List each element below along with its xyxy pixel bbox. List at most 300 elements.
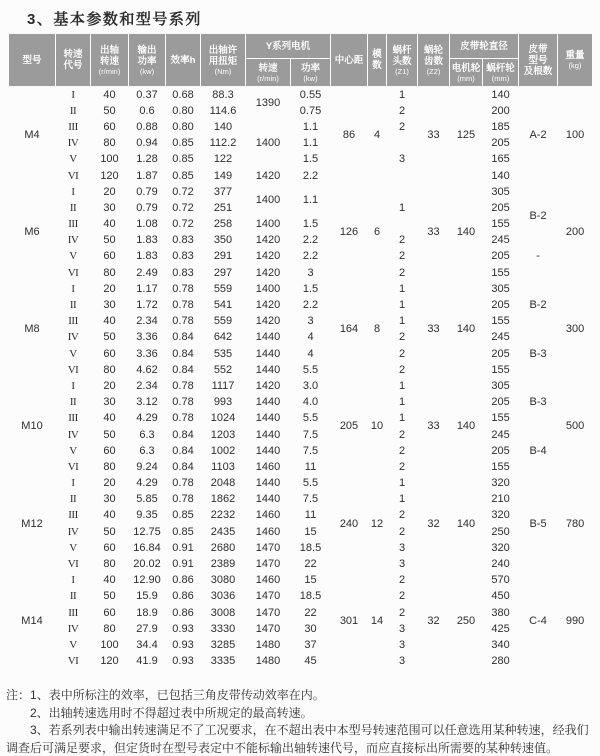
cell-worm-pulley: 245 <box>491 331 510 344</box>
note-item: 2、出轴转速选用时不得超过表中所规定的最高转速。 <box>30 705 313 720</box>
cell-efficiency: 0.78 <box>172 412 194 425</box>
cell-speed-code: I <box>71 379 75 392</box>
cell-motor-power: 7.5 <box>302 493 319 506</box>
cell-out-speed: 60 <box>103 250 116 263</box>
cell-speed-code: I <box>71 185 75 198</box>
cell-worm-starts: 1 <box>398 88 406 101</box>
cell-module: 4 <box>373 129 381 142</box>
cell-speed-code: III <box>68 509 78 522</box>
cell-worm-pulley: 320 <box>491 509 510 522</box>
cell-out-speed: 40 <box>103 218 116 231</box>
table-row <box>9 605 593 621</box>
cell-speed-code: IV <box>67 525 79 538</box>
cell-worm-pulley: 205 <box>491 347 510 360</box>
table-row <box>9 265 593 281</box>
cell-worm-pulley: 155 <box>491 218 510 231</box>
cell-out-speed: 40 <box>103 315 116 328</box>
cell-out-speed: 20 <box>103 379 116 392</box>
cell-efficiency: 0.86 <box>172 606 194 619</box>
cell-out-power: 41.9 <box>136 655 158 668</box>
cell-motor-speed: 1400 <box>255 218 281 231</box>
cell-torque: 2232 <box>210 509 236 522</box>
cell-motor-power: 4 <box>307 331 314 344</box>
cell-efficiency: 0.84 <box>172 347 194 360</box>
header-belt: 皮带 型号 及根数 <box>519 34 558 87</box>
cell-worm-starts: 2 <box>398 266 406 279</box>
cell-speed-code: II <box>69 396 77 409</box>
cell-out-power: 1.28 <box>136 153 158 166</box>
cell-module: 12 <box>370 517 384 530</box>
table-row <box>9 168 593 184</box>
cell-out-speed: 20 <box>103 185 116 198</box>
cell-motor-power: 2.2 <box>302 169 319 182</box>
cell-motor-speed: 1400 <box>255 193 281 206</box>
section-title: 3、基本参数和型号系列 <box>27 11 202 28</box>
cell-center-distance: 126 <box>339 226 359 239</box>
cell-efficiency: 0.85 <box>172 525 194 538</box>
cell-motor-power: 37 <box>304 638 317 651</box>
cell-motor-power: 1.5 <box>302 218 319 231</box>
cell-worm-pulley: 570 <box>491 574 510 587</box>
cell-speed-code: VI <box>67 655 79 668</box>
cell-center-distance: 205 <box>339 420 359 433</box>
cell-model: M12 <box>21 517 43 530</box>
cell-worm-starts: 2 <box>398 590 406 603</box>
cell-center-distance: 240 <box>339 517 359 530</box>
cell-torque: 1862 <box>210 493 236 506</box>
table-row <box>9 233 593 249</box>
cell-speed-code: III <box>68 218 78 231</box>
cell-worm-pulley: 205 <box>491 250 510 263</box>
cell-wheel-teeth: 32 <box>427 517 440 530</box>
cell-motor-power: 7.5 <box>302 428 319 441</box>
cell-worm-starts: 2 <box>398 104 406 117</box>
cell-efficiency: 0.85 <box>172 509 194 522</box>
cell-torque: 140 <box>213 120 233 133</box>
cell-efficiency: 0.86 <box>172 574 194 587</box>
cell-worm-pulley: 280 <box>491 655 510 668</box>
cell-worm-pulley: 340 <box>491 638 510 651</box>
note-text: 1、表中所标注的效率，已包括三角皮带传动效率在内。 <box>30 688 325 702</box>
cell-motor-speed: 1460 <box>255 525 281 538</box>
cell-out-speed: 50 <box>103 428 116 441</box>
cell-out-power: 1.72 <box>136 299 158 312</box>
cell-out-power: 5.85 <box>136 493 158 506</box>
cell-motor-power: 11 <box>304 460 317 473</box>
cell-worm-pulley: 165 <box>491 153 510 166</box>
cell-speed-code: II <box>69 299 77 312</box>
cell-model: M14 <box>21 614 43 627</box>
cell-efficiency: 0.80 <box>172 104 194 117</box>
cell-efficiency: 0.72 <box>172 201 194 214</box>
cell-speed-code: VI <box>67 558 79 571</box>
cell-torque: 297 <box>213 266 233 279</box>
cell-efficiency: 0.83 <box>172 266 194 279</box>
cell-motor-speed: 1420 <box>255 169 281 182</box>
cell-worm-starts: 1 <box>398 201 406 214</box>
cell-out-speed: 100 <box>100 153 119 166</box>
cell-out-power: 1.83 <box>136 250 158 263</box>
cell-out-power: 0.88 <box>136 120 158 133</box>
cell-worm-starts: 2 <box>398 525 406 538</box>
cell-center-distance: 86 <box>342 129 356 142</box>
cell-efficiency: 0.91 <box>172 558 194 571</box>
table-row <box>9 136 593 152</box>
cell-out-power: 12.75 <box>133 525 161 538</box>
cell-worm-pulley: 205 <box>491 396 510 409</box>
cell-motor-speed: 1470 <box>255 541 281 554</box>
cell-speed-code: III <box>68 315 78 328</box>
cell-out-power: 4.29 <box>136 477 158 490</box>
cell-efficiency: 0.78 <box>172 282 194 295</box>
cell-out-power: 1.08 <box>136 218 158 231</box>
cell-motor-speed: 1470 <box>255 590 281 603</box>
cell-torque: 2435 <box>210 525 236 538</box>
cell-out-power: 34.4 <box>136 638 158 651</box>
table-row <box>9 119 593 135</box>
cell-worm-pulley: 205 <box>491 137 510 150</box>
cell-speed-code: IV <box>67 428 79 441</box>
table-row <box>9 427 593 443</box>
cell-motor-pulley: 140 <box>456 323 476 336</box>
cell-worm-pulley: 140 <box>491 169 510 182</box>
cell-wheel-teeth: 33 <box>427 226 440 239</box>
cell-wheel-teeth: 33 <box>427 323 440 336</box>
note-prefix: 注： <box>6 688 31 702</box>
cell-model: M8 <box>24 323 40 336</box>
cell-belt-type: C-4 <box>529 614 547 627</box>
cell-motor-speed: 1420 <box>255 250 281 263</box>
cell-motor-speed: 1420 <box>255 266 281 279</box>
cell-worm-starts: 1 <box>398 282 406 295</box>
cell-motor-speed: 1460 <box>255 509 281 522</box>
cell-worm-pulley: 205 <box>491 201 510 214</box>
cell-motor-speed: 1460 <box>255 574 281 587</box>
cell-out-power: 1.87 <box>136 169 158 182</box>
cell-motor-speed: 1480 <box>255 655 281 668</box>
cell-torque: 1002 <box>210 444 236 457</box>
cell-speed-code: V <box>69 541 77 554</box>
cell-belt-type <box>519 265 558 281</box>
cell-torque: 377 <box>213 185 233 198</box>
cell-out-power: 0.37 <box>136 88 158 101</box>
cell-worm-pulley: 185 <box>491 120 510 133</box>
table-row <box>9 589 593 605</box>
cell-center-distance: 301 <box>339 614 359 627</box>
cell-torque: 2680 <box>210 541 236 554</box>
header-out-power: 输出 功率 (kw) <box>129 34 166 87</box>
cell-motor-pulley: 140 <box>456 420 476 433</box>
cell-speed-code: IV <box>67 137 79 150</box>
cell-worm-pulley: 155 <box>491 266 510 279</box>
cell-motor-pulley: 250 <box>456 614 476 627</box>
cell-out-power: 3.36 <box>136 331 158 344</box>
cell-out-speed: 30 <box>103 201 116 214</box>
cell-wheel-teeth: 33 <box>427 420 440 433</box>
cell-torque: 291 <box>213 250 233 263</box>
cell-speed-code: I <box>71 477 75 490</box>
table-row <box>9 476 593 492</box>
cell-speed-code: V <box>69 444 77 457</box>
cell-torque: 258 <box>213 218 233 231</box>
cell-out-power: 3.36 <box>136 347 158 360</box>
cell-worm-pulley: 200 <box>491 104 510 117</box>
cell-motor-speed: 1470 <box>255 622 281 635</box>
cell-worm-pulley: 245 <box>491 234 510 247</box>
cell-efficiency: 0.91 <box>172 541 194 554</box>
cell-efficiency: 0.78 <box>172 493 194 506</box>
cell-out-speed: 40 <box>103 88 116 101</box>
cell-worm-starts: 3 <box>398 153 406 166</box>
cell-speed-code: II <box>69 493 77 506</box>
cell-torque: 1203 <box>210 428 236 441</box>
table-row <box>9 297 593 313</box>
cell-motor-pulley: 125 <box>456 129 476 142</box>
cell-worm-pulley: 155 <box>491 363 510 376</box>
cell-worm-pulley: 155 <box>491 460 510 473</box>
cell-belt-type: B-5 <box>529 517 547 530</box>
cell-belt-type: B-2 <box>529 299 547 312</box>
header-center-distance: 中心距 <box>331 34 368 87</box>
cell-motor-speed: 1440 <box>255 477 281 490</box>
cell-weight: 100 <box>565 129 585 142</box>
cell-motor-power: 1.1 <box>302 193 319 206</box>
cell-out-power: 15.9 <box>136 590 158 603</box>
cell-out-power: 1.83 <box>136 234 158 247</box>
cell-worm-starts: 3 <box>398 638 406 651</box>
note-item <box>6 687 595 705</box>
cell-torque: 3080 <box>210 574 236 587</box>
cell-speed-code: IV <box>67 234 79 247</box>
cell-speed-code: III <box>68 120 78 133</box>
table-row <box>9 573 593 589</box>
cell-belt-type: B-3 <box>529 396 547 409</box>
cell-worm-pulley: 205 <box>491 444 510 457</box>
table-row <box>9 152 593 168</box>
cell-wheel-teeth: 33 <box>427 129 440 142</box>
cell-module: 6 <box>373 226 381 239</box>
table-row <box>9 314 593 330</box>
header-motor-pulley: 电机轮 (mm) <box>450 59 483 87</box>
cell-worm-starts: 2 <box>398 428 406 441</box>
cell-wheel-teeth: 32 <box>427 614 440 627</box>
header-weight: 重量 (kg) <box>558 34 593 87</box>
cell-worm-starts: 3 <box>398 558 406 571</box>
cell-efficiency: 0.93 <box>172 655 194 668</box>
cell-worm-pulley: 245 <box>491 428 510 441</box>
cell-torque: 559 <box>213 282 233 295</box>
cell-worm-starts: 2 <box>398 574 406 587</box>
cell-speed-code: V <box>69 250 77 263</box>
header-worm-starts: 蜗杆 头数 (Z1) <box>387 34 418 87</box>
cell-motor-power: 5.5 <box>302 477 319 490</box>
cell-efficiency: 0.84 <box>172 444 194 457</box>
cell-speed-code: IV <box>67 622 79 635</box>
cell-worm-pulley: 450 <box>491 590 510 603</box>
cell-efficiency: 0.85 <box>172 169 194 182</box>
cell-speed-code: III <box>68 412 78 425</box>
cell-speed-code: II <box>69 590 77 603</box>
cell-belt-type: B-4 <box>529 444 547 457</box>
cell-worm-starts: 1 <box>398 396 406 409</box>
cell-speed-code: II <box>69 201 77 214</box>
cell-torque: 114.6 <box>209 104 237 117</box>
cell-efficiency: 0.78 <box>172 379 194 392</box>
cell-motor-power: 0.55 <box>299 88 322 101</box>
notes <box>6 687 595 756</box>
cell-motor-power: 30 <box>304 622 317 635</box>
cell-efficiency: 0.78 <box>172 299 194 312</box>
cell-speed-code: III <box>68 606 78 619</box>
cell-torque: 1117 <box>211 379 235 392</box>
cell-belt-type: A-2 <box>529 129 547 142</box>
cell-motor-power: 3.0 <box>302 379 319 392</box>
cell-efficiency: 0.84 <box>172 428 194 441</box>
cell-out-speed: 60 <box>103 606 116 619</box>
cell-motor-power: 1.5 <box>302 153 319 166</box>
table-row <box>9 654 593 670</box>
table-row <box>9 459 593 475</box>
header-worm-pulley: 蜗杆轮 (mm) <box>483 59 519 87</box>
cell-motor-speed: 1440 <box>255 396 281 409</box>
cell-out-speed: 80 <box>103 363 116 376</box>
cell-out-speed: 20 <box>103 282 116 295</box>
cell-out-power: 0.94 <box>136 137 158 150</box>
cell-worm-pulley: 320 <box>491 541 510 554</box>
cell-out-power: 20.02 <box>133 558 161 571</box>
table-row <box>9 362 593 378</box>
cell-worm-pulley: 425 <box>491 622 510 635</box>
header-motor-power: 功率 (kw) <box>291 59 331 87</box>
cell-efficiency: 0.84 <box>172 331 194 344</box>
cell-torque: 350 <box>213 234 233 247</box>
cell-out-speed: 50 <box>103 590 116 603</box>
cell-worm-starts: 2 <box>398 331 406 344</box>
cell-out-power: 0.6 <box>139 104 155 117</box>
table-row <box>9 217 593 233</box>
cell-motor-speed: 1420 <box>255 379 281 392</box>
cell-worm-pulley: 140 <box>491 88 510 101</box>
cell-worm-pulley: 210 <box>491 493 510 506</box>
cell-out-speed: 120 <box>100 655 119 668</box>
cell-worm-pulley: 380 <box>491 606 510 619</box>
parameters-table <box>8 33 593 670</box>
cell-out-power: 9.24 <box>136 460 158 473</box>
cell-belt-type: - <box>536 250 540 263</box>
cell-worm-starts: 1 <box>398 493 406 506</box>
cell-out-power: 2.49 <box>136 266 158 279</box>
cell-efficiency: 0.85 <box>172 153 194 166</box>
header-model: 型号 <box>9 34 56 87</box>
table-row <box>9 395 593 411</box>
cell-torque: 88.3 <box>212 88 234 101</box>
cell-motor-speed: 1440 <box>255 331 281 344</box>
cell-efficiency: 0.83 <box>172 234 194 247</box>
cell-motor-speed: 1440 <box>255 363 281 376</box>
cell-worm-starts <box>387 217 418 233</box>
table-row <box>9 87 593 104</box>
cell-efficiency: 0.68 <box>172 88 194 101</box>
cell-motor-speed: 1440 <box>255 493 281 506</box>
cell-motor-power: 5.5 <box>302 412 319 425</box>
cell-out-speed: 80 <box>103 266 116 279</box>
table-row <box>9 378 593 394</box>
cell-out-speed: 40 <box>103 509 116 522</box>
cell-motor-power: 22 <box>304 606 317 619</box>
table-row <box>9 443 593 459</box>
header-out-speed: 出轴 转速 (r/min) <box>91 34 129 87</box>
cell-motor-speed: 1400 <box>255 137 281 150</box>
cell-torque: 1103 <box>211 460 235 473</box>
cell-worm-starts: 1 <box>398 299 406 312</box>
cell-model: M4 <box>24 129 40 142</box>
cell-speed-code: II <box>69 104 77 117</box>
cell-motor-power: 3 <box>307 315 314 328</box>
cell-module: 14 <box>370 614 384 627</box>
cell-worm-starts: 2 <box>398 363 406 376</box>
table-row <box>9 508 593 524</box>
header-speed-code: 转速 代号 <box>56 34 91 87</box>
cell-efficiency: 0.86 <box>172 590 194 603</box>
cell-speed-code: IV <box>67 331 79 344</box>
cell-model: M10 <box>21 420 43 433</box>
cell-torque: 2048 <box>210 477 236 490</box>
cell-out-power: 6.3 <box>139 444 155 457</box>
cell-motor-pulley: 140 <box>456 226 476 239</box>
cell-torque: 251 <box>213 201 233 214</box>
table-row <box>9 637 593 653</box>
cell-out-power: 0.79 <box>136 201 158 214</box>
cell-motor-power: 3 <box>307 266 314 279</box>
cell-out-speed: 60 <box>103 120 116 133</box>
cell-out-speed: 80 <box>103 558 116 571</box>
cell-speed-code: I <box>71 282 75 295</box>
cell-efficiency: 0.85 <box>172 137 194 150</box>
cell-out-power: 6.3 <box>139 428 155 441</box>
cell-efficiency: 0.83 <box>172 250 194 263</box>
cell-motor-power: 2.2 <box>302 234 319 247</box>
table-row <box>9 556 593 572</box>
cell-out-speed: 40 <box>103 574 116 587</box>
table-row <box>9 249 593 265</box>
cell-out-speed: 30 <box>103 493 116 506</box>
cell-motor-speed: 1440 <box>255 444 281 457</box>
cell-out-power: 2.34 <box>136 315 158 328</box>
cell-worm-starts: 2 <box>398 250 406 263</box>
cell-speed-code: V <box>69 347 77 360</box>
table-row <box>9 540 593 556</box>
cell-torque: 642 <box>213 331 233 344</box>
cell-worm-starts: 3 <box>398 655 406 668</box>
cell-speed-code: VI <box>67 460 79 473</box>
cell-speed-code: V <box>69 638 77 651</box>
table-row <box>9 281 593 297</box>
cell-efficiency: 0.93 <box>172 638 194 651</box>
cell-motor-speed: 1420 <box>255 299 281 312</box>
cell-module: 8 <box>373 323 381 336</box>
table-row <box>9 184 593 200</box>
cell-weight: 300 <box>565 323 585 336</box>
table-row <box>9 524 593 540</box>
cell-worm-starts: 3 <box>398 541 406 554</box>
cell-weight: 200 <box>565 226 585 239</box>
cell-speed-code: VI <box>67 266 79 279</box>
note-item: 3、若系列表中输出转速满足不了工况要求，在不超出表中本型号转速范围可以任意选用某种转速，经我们调查后可满足要求，但定货时在型号表定中不能标输出轴转速代号，而应直接标出所需要的某种转速值。 <box>6 723 589 755</box>
cell-belt-type: B-3 <box>529 347 547 360</box>
cell-torque: 993 <box>213 396 233 409</box>
cell-out-power: 18.9 <box>136 606 158 619</box>
cell-out-speed: 60 <box>103 444 116 457</box>
